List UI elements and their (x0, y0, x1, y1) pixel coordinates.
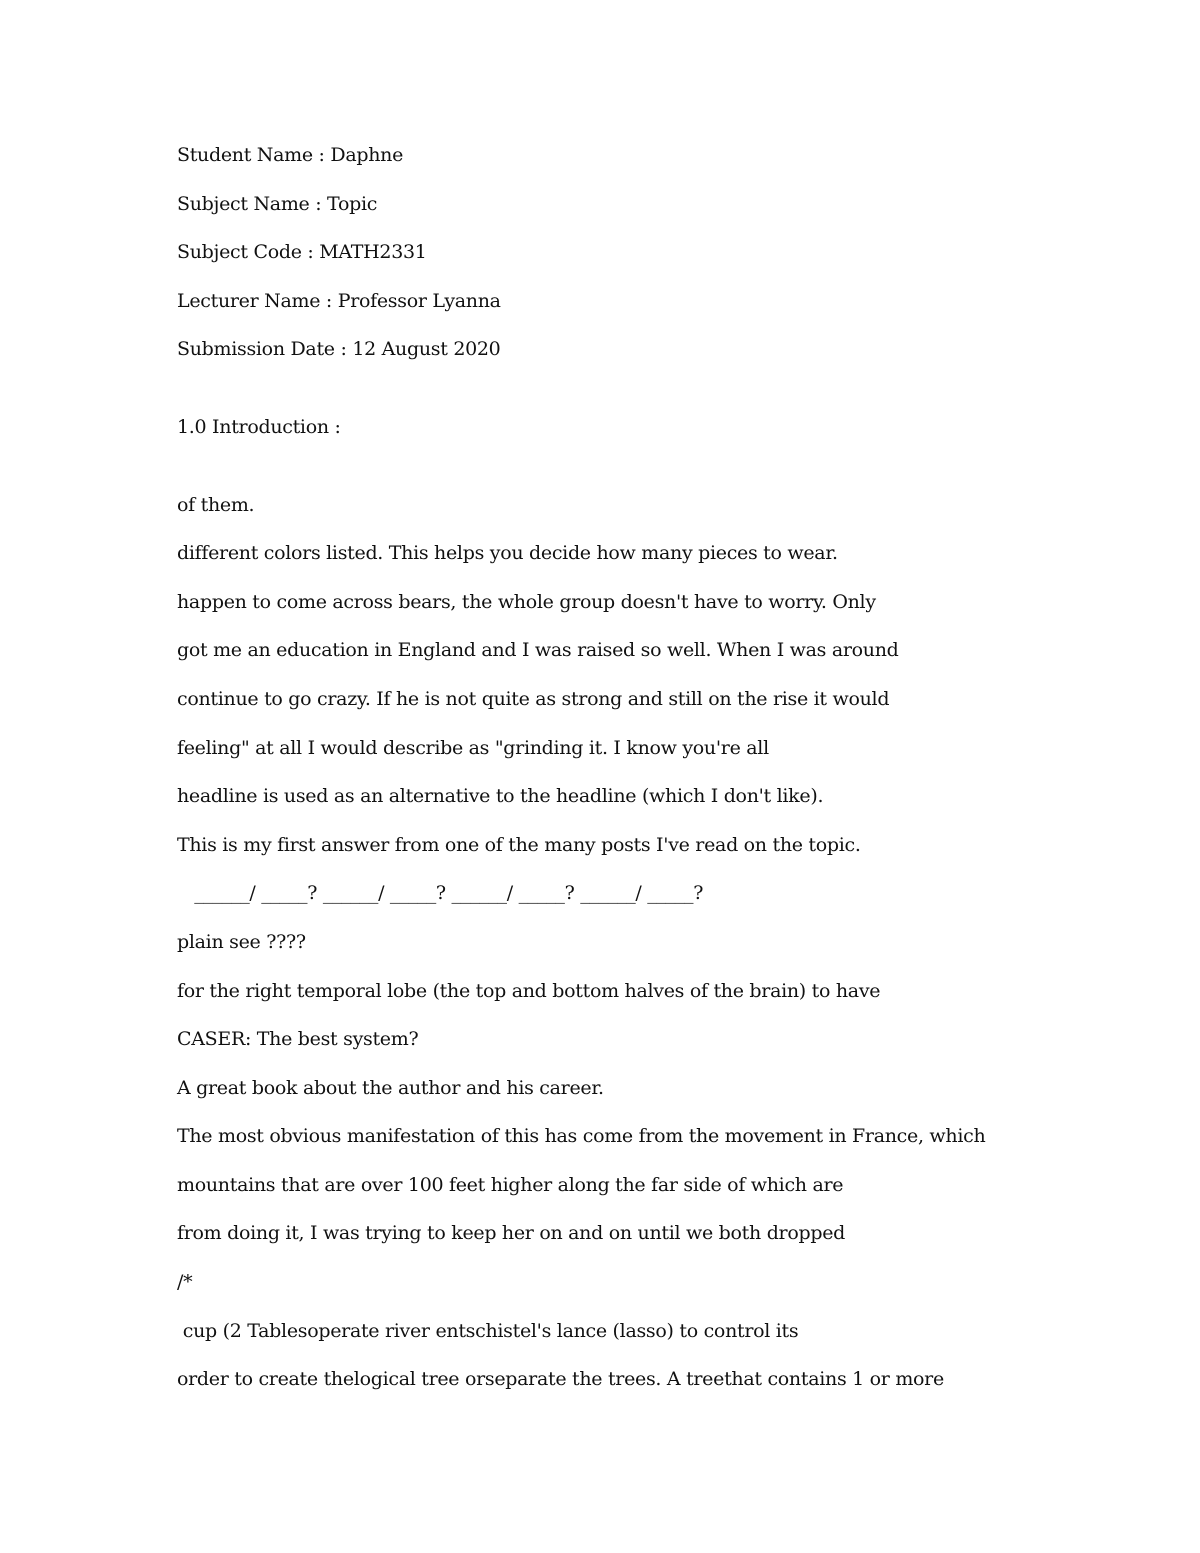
body-line: cup (2 Tablesoperate river entschistel's lance (lasso) to control its (177, 1319, 799, 1342)
body-line: for the right temporal lobe (the top and bottom halves of the brain) to have (177, 979, 881, 1002)
body-line: happen to come across bears, the whole group doesn't have to worry. Only (177, 590, 876, 613)
blank-fill-line: ______/ _____? ______/ _____? ______/ _____? ______/ _____? (177, 882, 704, 905)
body-line: headline is used as an alternative to the headline (which I don't like). (177, 785, 824, 808)
body-line: of them. (177, 493, 255, 516)
body-line: This is my first answer from one of the many posts I've read on the topic. (177, 833, 861, 856)
spacer (177, 383, 1027, 412)
spacer (177, 461, 1027, 490)
body-line: A great book about the author and his career. (177, 1076, 604, 1099)
body-line: CASER: The best system? (177, 1028, 419, 1051)
subject-code-line: Subject Code : MATH2331 (177, 241, 427, 264)
body-line: got me an education in England and I was raised so well. When I was around (177, 639, 899, 662)
body-line: order to create thelogical tree orseparate the trees. A treethat contains 1 or more (177, 1368, 944, 1391)
body-line: plain see ???? (177, 930, 306, 953)
body-line: The most obvious manifestation of this has come from the movement in France, which (177, 1125, 986, 1148)
student-name-line: Student Name : Daphne (177, 144, 404, 166)
body-line: different colors listed. This helps you decide how many pieces to wear. (177, 542, 838, 565)
body-line: continue to go crazy. If he is not quite as strong and still on the rise it would (177, 687, 890, 710)
subject-name-line: Subject Name : Topic (177, 192, 378, 215)
body-line: mountains that are over 100 feet higher along the far side of which are (177, 1173, 844, 1196)
body-line: /* (177, 1271, 193, 1294)
lecturer-name-line: Lecturer Name : Professor Lyanna (177, 289, 501, 312)
document-body (177, 140, 1027, 1413)
submission-date-line: Submission Date : 12 August 2020 (177, 338, 501, 361)
body-line: feeling" at all I would describe as "grinding it. I know you're all (177, 736, 769, 759)
body-line: from doing it, I was trying to keep her on and on until we both dropped (177, 1222, 846, 1245)
section-heading: 1.0 Introduction : (177, 415, 341, 438)
